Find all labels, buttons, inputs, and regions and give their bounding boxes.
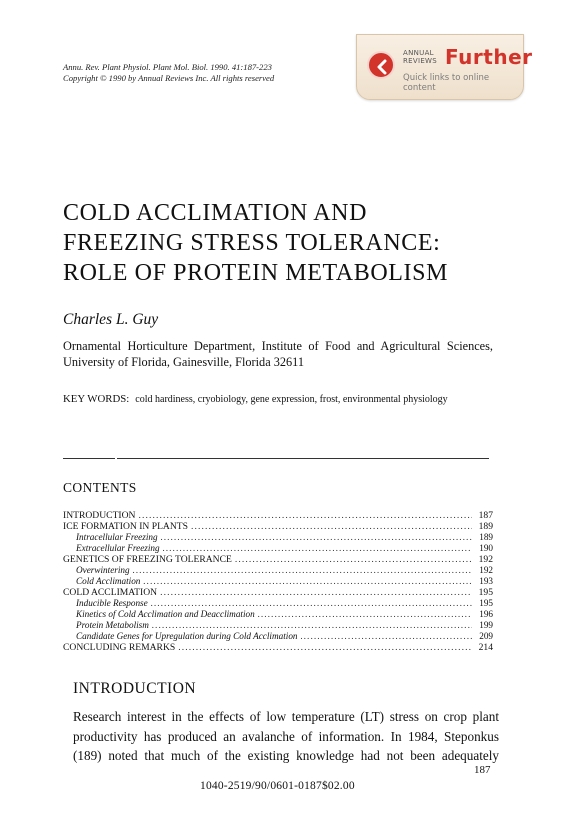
introduction-heading: INTRODUCTION	[73, 680, 197, 697]
contents-heading: CONTENTS	[63, 480, 137, 495]
toc-item[interactable]: ICE FORMATION IN PLANTS ..... 189	[63, 521, 493, 532]
toc-item[interactable]: CONCLUDING REMARKS ..... 214	[63, 642, 493, 653]
page-number: 187	[474, 764, 491, 776]
key-words	[63, 393, 448, 405]
title-line-3: ROLE OF PROTEIN METABOLISM	[63, 260, 449, 286]
toc-subitem[interactable]: Kinetics of Cold Acclimation and Deacclimation ..... 196	[63, 609, 493, 620]
article-code: 1040-2519/90/0601-0187$02.00	[200, 780, 355, 792]
author-name: Charles L. Guy	[63, 311, 159, 328]
toc-item[interactable]: GENETICS OF FREEZING TOLERANCE ..... 192	[63, 554, 493, 565]
toc-item[interactable]: INTRODUCTION ..... 187	[63, 510, 493, 521]
journal-citation	[63, 62, 274, 84]
badge-tagline: Quick links to online content	[403, 73, 490, 93]
play-icon	[367, 51, 395, 79]
table-of-contents	[63, 510, 493, 653]
citation-line-2: Copyright © 1990 by Annual Reviews Inc. All rights reserved	[63, 73, 275, 83]
divider-long	[117, 458, 489, 459]
body-line-2: productivity has produced an avalanche of information. In 1984, Steponkus	[73, 728, 499, 744]
further-links-badge[interactable]	[356, 34, 533, 100]
author-affiliation: Ornamental Horticulture Department, Institute of Food and Agricultural Sciences, University of Florida, Gainesville, Florida 32611	[63, 339, 493, 369]
key-words-value: cold hardiness, cryobiology, gene expression, frost, environmental physiology	[135, 394, 448, 405]
divider-short	[63, 458, 115, 459]
citation-line-1: Annu. Rev. Plant Physiol. Plant Mol. Biol. 1990. 41:187-223	[63, 62, 272, 72]
title-line-2: FREEZING STRESS TOLERANCE:	[63, 230, 441, 256]
toc-subitem[interactable]: Cold Acclimation ..... 193	[63, 576, 493, 587]
article-title	[63, 198, 448, 288]
toc-subitem[interactable]: Extracellular Freezing ..... 190	[63, 543, 493, 554]
body-line-3: (189) noted that much of the existing knowledge had not been adequately	[73, 748, 499, 763]
key-words-label: KEY WORDS:	[63, 393, 130, 405]
badge-further: Further	[445, 45, 533, 69]
badge-publisher: ANNUAL REVIEWS	[403, 49, 438, 65]
toc-item[interactable]: COLD ACCLIMATION ..... 195	[63, 587, 493, 598]
toc-subitem[interactable]: Inducible Response ..... 195	[63, 598, 493, 609]
title-line-1: COLD ACCLIMATION AND	[63, 200, 368, 226]
introduction-body	[73, 707, 499, 766]
body-line-1: Research interest in the effects of low temperature (LT) stress on crop plant	[73, 709, 499, 724]
toc-subitem[interactable]: Overwintering ..... 192	[63, 565, 493, 576]
toc-subitem[interactable]: Candidate Genes for Upregulation during Cold Acclimation ..... 209	[63, 631, 493, 642]
toc-subitem[interactable]: Protein Metabolism ..... 199	[63, 620, 493, 631]
toc-subitem[interactable]: Intracellular Freezing ..... 189	[63, 532, 493, 543]
